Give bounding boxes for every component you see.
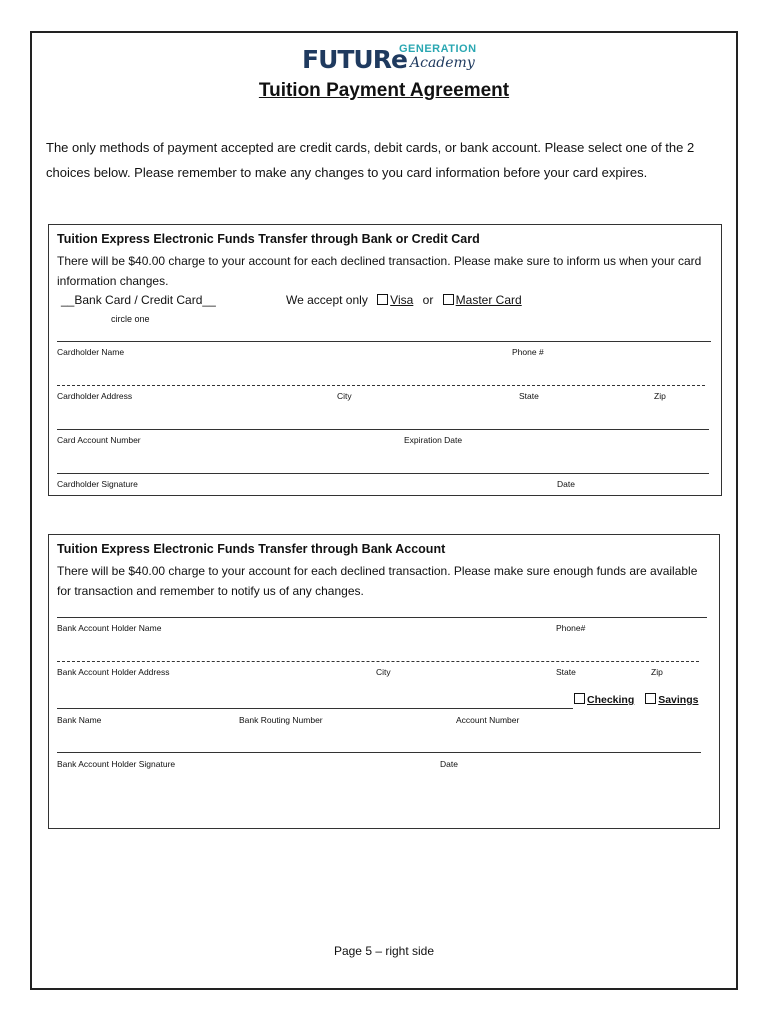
bank-zip-label: Zip [651,667,663,677]
visa-checkbox[interactable] [377,294,388,305]
logo-sub-text: GENERATION [399,43,477,55]
bank-signature-line[interactable] [57,752,701,753]
intro-paragraph: The only methods of payment accepted are credit cards, debit cards, or bank account. Please select one of the 2 choices below. Please remember to make any changes to you card information before your card expires. [46,140,695,180]
card-phone-label: Phone # [512,347,544,357]
cardholder-signature-label: Cardholder Signature [57,479,138,489]
holder-address-label: Bank Account Holder Address [57,667,170,677]
card-state-label: State [519,391,539,401]
bank-phone-label: Phone# [556,623,586,633]
card-section-heading: Tuition Express Electronic Funds Transfer through Bank or Credit Card [57,232,480,246]
page-footer: Page 5 – right side [333,944,435,958]
bank-name-line[interactable] [57,708,573,709]
cardholder-name-line[interactable] [57,341,711,342]
card-date-label: Date [557,479,575,489]
logo-script-text: Academy [410,55,475,71]
card-city-label: City [337,391,352,401]
savings-checkbox[interactable] [645,693,656,704]
accepted-cards [286,293,522,307]
card-account-number-label: Card Account Number [57,435,141,445]
card-payment-section [48,224,722,496]
savings-label: Savings [658,694,699,706]
cardholder-name-label: Cardholder Name [57,347,125,357]
academy-logo [302,43,477,79]
or-text: or [422,293,434,307]
circle-one-note: circle one [111,314,150,324]
card-type-choice[interactable]: __Bank Card / Credit Card__ [61,293,216,307]
cardholder-address-label: Cardholder Address [57,391,133,401]
checking-label: Checking [587,694,635,706]
mastercard-label: Master Card [455,293,522,307]
bank-payment-section [48,534,720,829]
account-type-options [574,693,698,706]
holder-address-line[interactable] [57,661,699,662]
accept-label: We accept only [286,293,368,307]
card-signature-line[interactable] [57,473,709,474]
card-section-text: There will be $40.00 charge to your account for each declined transaction. Please make sure to inform us when your card information changes. [57,254,702,288]
expiration-date-label: Expiration Date [404,435,463,445]
card-zip-label: Zip [654,391,666,401]
bank-account-number-label: Account Number [456,715,520,725]
bank-name-label: Bank Name [57,715,102,725]
visa-label: Visa [390,293,414,307]
bank-state-label: State [556,667,576,677]
checking-checkbox[interactable] [574,693,585,704]
card-account-line[interactable] [57,429,709,430]
cardholder-address-line[interactable] [57,385,705,386]
mastercard-checkbox[interactable] [443,294,454,305]
bank-date-label: Date [440,759,458,769]
page-title: Tuition Payment Agreement [258,80,510,101]
bank-section-heading: Tuition Express Electronic Funds Transfer through Bank Account [57,542,446,556]
holder-name-label: Bank Account Holder Name [57,623,162,633]
form-page [30,31,738,990]
bank-signature-label: Bank Account Holder Signature [57,759,176,769]
bank-section-text: There will be $40.00 charge to your account for each declined transaction. Please make sure enough funds are available for transaction and remember to notify us of any changes. [57,564,698,598]
holder-name-line[interactable] [57,617,707,618]
bank-city-label: City [376,667,391,677]
routing-number-label: Bank Routing Number [239,715,323,725]
logo-main-text: FUTURe [302,45,407,74]
